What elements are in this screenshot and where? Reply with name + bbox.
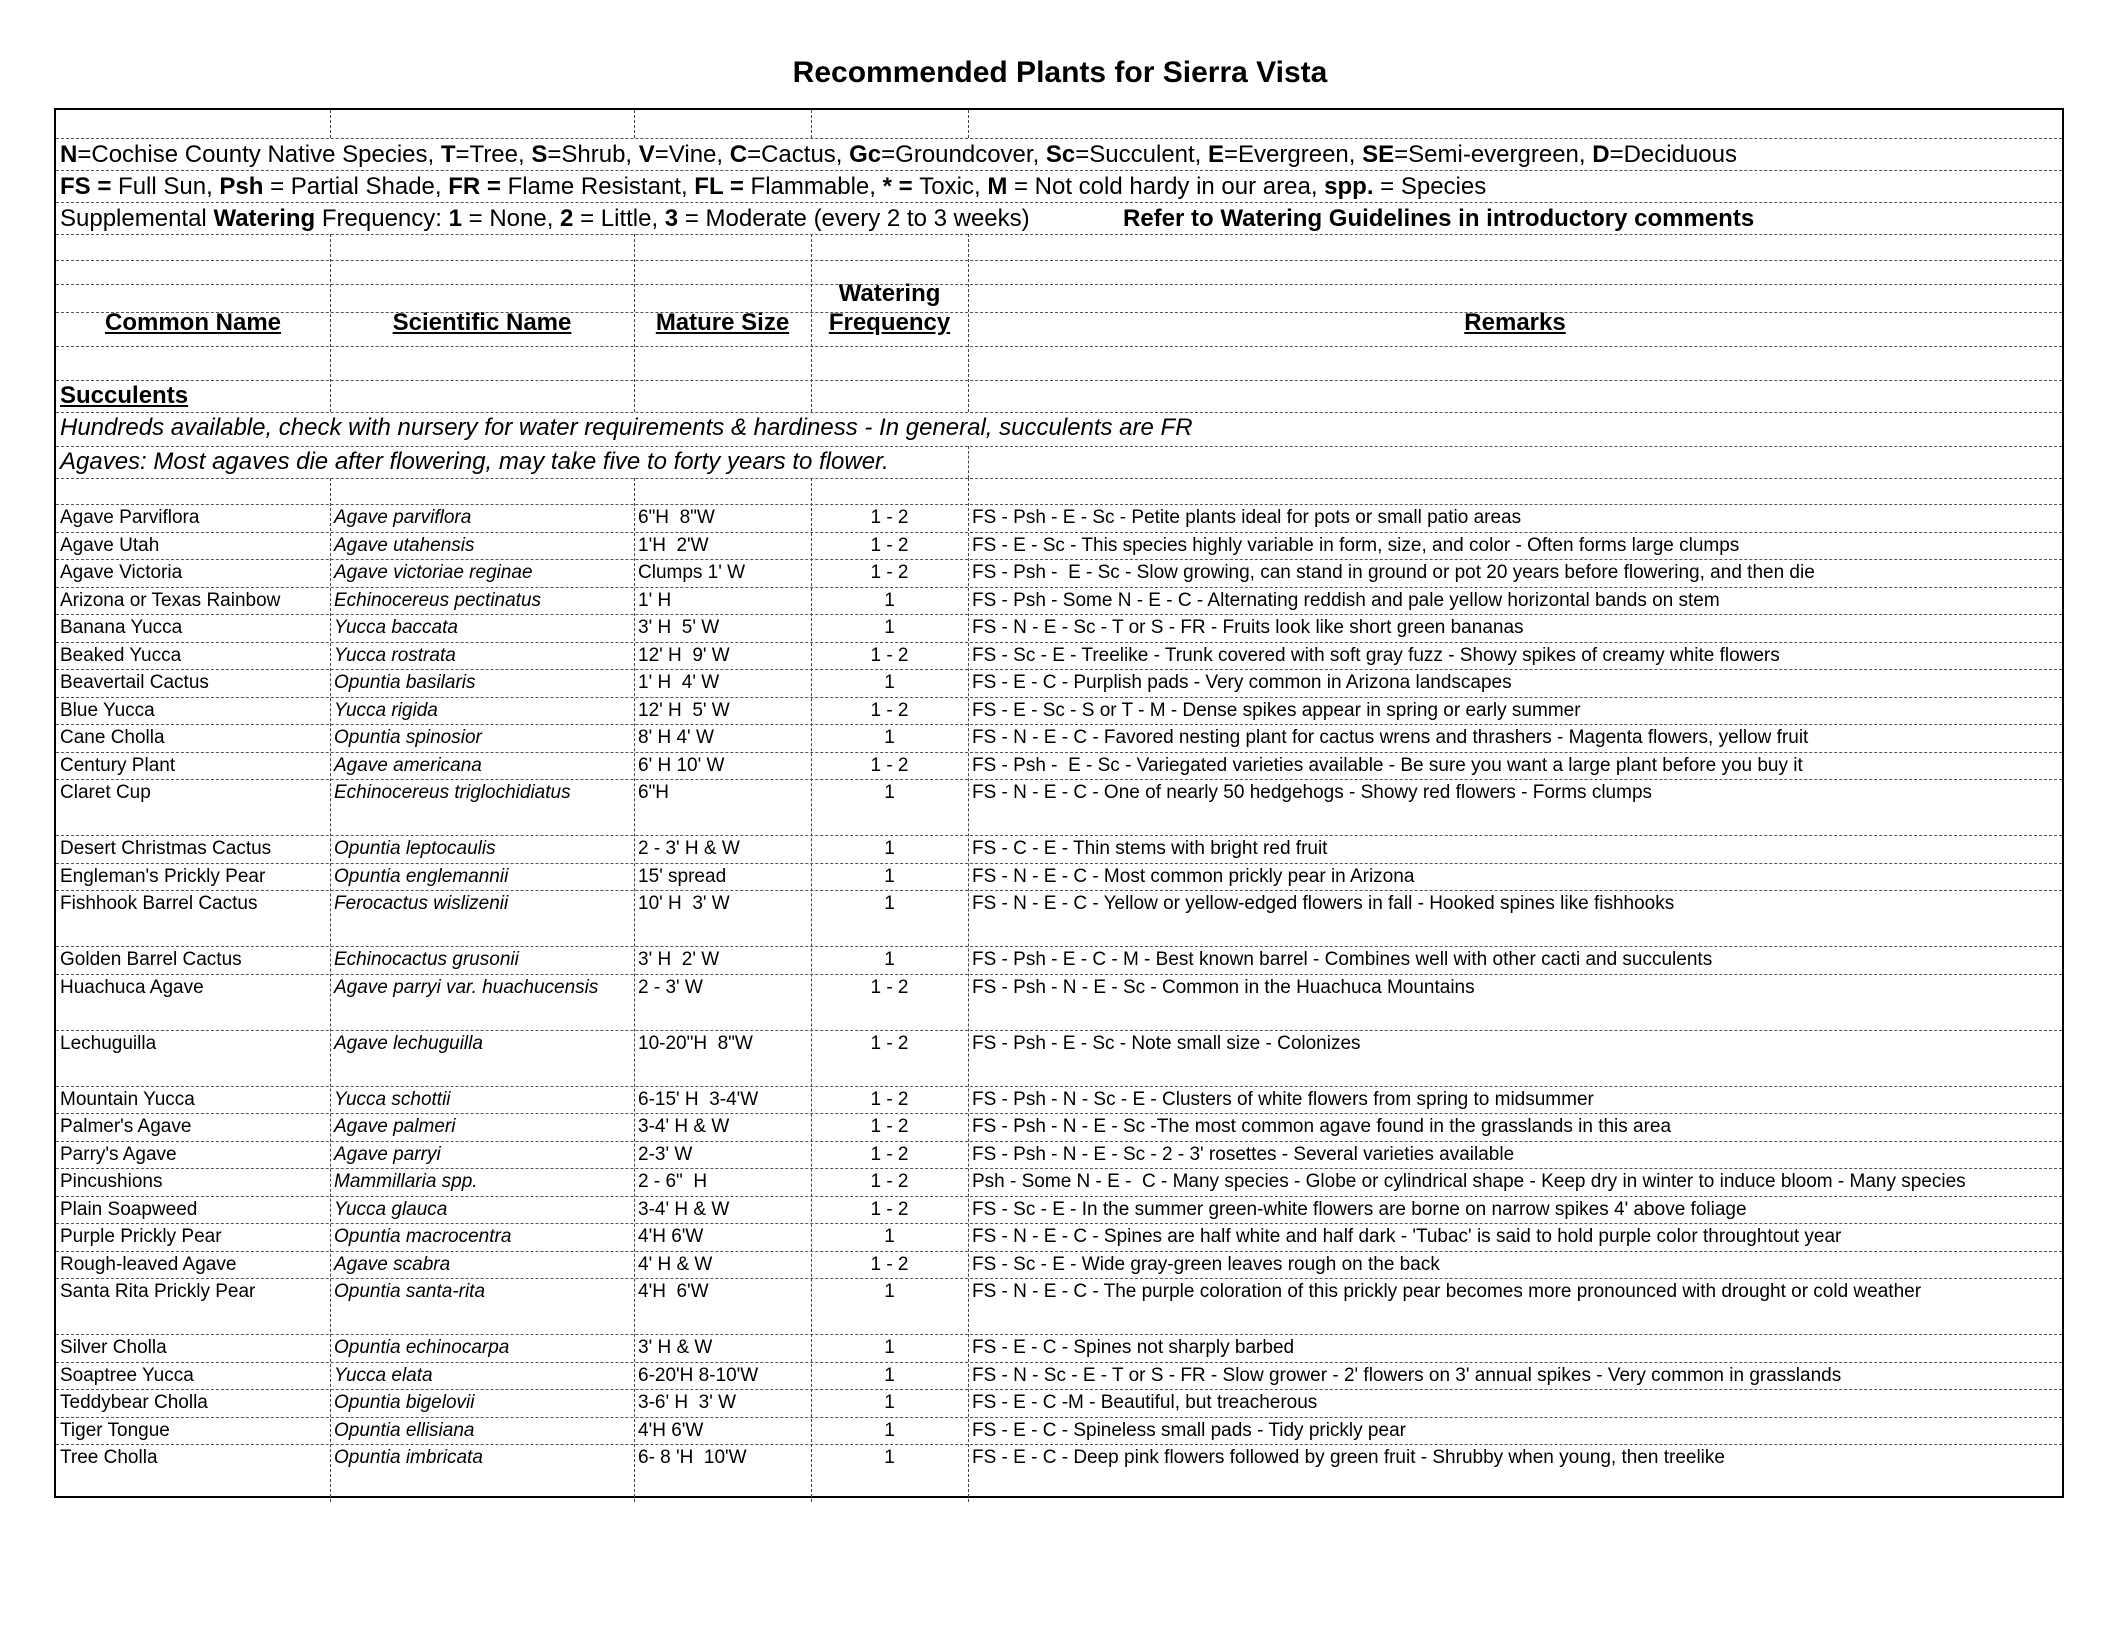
remarks-cell: FS - Psh - Some N - E - C - Alternating reddish and pale yellow horizontal bands on stem [972,589,1720,611]
common-name-cell: Santa Rita Prickly Pear [60,1281,256,1302]
legend-code: spp. [1324,173,1374,200]
row-divider [56,1444,2062,1445]
header-watering-top: Watering [838,280,941,307]
legend-code: Gc [849,141,882,168]
scientific-name-cell: Agave utahensis [334,534,475,556]
row-divider [56,1141,2062,1142]
common-name-cell: Rough-leaved Agave [60,1253,237,1275]
watering-frequency-cell: 1 - 2 [870,1088,909,1110]
column-divider [634,478,635,1502]
remarks-cell: FS - Sc - E - Treelike - Trunk covered with soft gray fuzz - Showy spikes of creamy white flowers [972,644,1780,666]
mature-size-cell: 10-20"H 8"W [638,1032,753,1054]
scientific-name-cell: Yucca baccata [334,617,458,638]
common-name-cell: Fishhook Barrel Cactus [60,893,258,914]
header-watering-frequency: Frequency [828,309,951,336]
scientific-name-cell: Yucca rostrata [334,644,456,666]
scientific-name-cell: Agave parryi [334,1143,441,1165]
remarks-cell: FS - Psh - E - Sc - Petite plants ideal for pots or small patio areas [972,507,1522,528]
legend-code: Psh [219,173,264,200]
watering-frequency-cell: 1 [884,1419,895,1441]
plant-table [54,108,2064,1498]
row-divider [56,752,2062,753]
scientific-name-cell: Echinocereus pectinatus [334,589,542,611]
legend-text: =Deciduous [1609,141,1737,168]
common-name-cell: Agave Utah [60,534,160,556]
common-name-cell: Purple Prickly Pear [60,1226,222,1247]
row-divider [56,532,2062,533]
legend-code: E [1208,141,1225,168]
mature-size-cell: 4'H 6'W [638,1281,709,1302]
section-note-agaves: Agaves: Most agaves die after flowering, may take five to forty years to flower. [60,448,889,475]
header-scientific-name: Scientific Name [392,309,572,336]
scientific-name-cell: Echinocereus triglochidiatus [334,782,571,803]
scientific-name-cell: Yucca glauca [334,1198,448,1220]
mature-size-cell: 6-20'H 8-10'W [638,1364,759,1386]
row-divider [56,779,2062,780]
mature-size-cell: 3' H 5' W [638,617,720,638]
common-name-cell: Silver Cholla [60,1337,167,1358]
watering-frequency-cell: 1 [884,1364,895,1386]
watering-frequency-cell: 1 [884,782,895,803]
remarks-cell: FS - E - C - Purplish pads - Very common in Arizona landscapes [972,672,1512,693]
section-note-hardiness: Hundreds available, check with nursery for water requirements & hardiness - In general, succulents are FR [60,414,1193,441]
watering-frequency-cell: 1 [884,893,895,914]
remarks-cell: FS - N - E - C - Most common prickly pear in Arizona [972,865,1415,887]
common-name-cell: Teddybear Cholla [60,1392,208,1413]
row-divider [56,863,2062,864]
row-divider [56,1168,2062,1169]
row-divider [56,946,2062,947]
row-divider [56,412,2062,413]
common-name-cell: Pincushions [60,1171,163,1192]
remarks-cell: FS - Sc - E - Wide gray-green leaves rough on the back [972,1253,1440,1275]
watering-frequency-cell: 1 [884,865,895,887]
scientific-name-cell: Opuntia leptocaulis [334,838,496,859]
legend-code: SE [1362,141,1395,168]
row-divider [56,669,2062,670]
row-divider [56,587,2062,588]
common-name-cell: Parry's Agave [60,1143,177,1165]
legend-text: = Moderate (every 2 to 3 weeks) [678,205,1030,232]
mature-size-cell: 4'H 6'W [638,1419,704,1441]
row-divider [56,284,2062,285]
watering-frequency-cell: 1 - 2 [870,976,909,998]
legend-text: Flame Resistant, [507,173,695,200]
row-divider [56,1113,2062,1114]
legend-code: N [60,141,78,168]
scientific-name-cell: Opuntia ellisiana [334,1419,475,1441]
column-divider [330,110,331,138]
watering-frequency-cell: 1 [884,1392,895,1413]
watering-frequency-cell: 1 - 2 [870,562,909,583]
row-divider [56,974,2062,975]
column-divider [330,478,331,1502]
row-divider [56,446,2062,447]
row-divider [56,380,2062,381]
legend-code: M [987,173,1008,200]
scientific-name-cell: Agave parviflora [334,507,472,528]
common-name-cell: Tree Cholla [60,1447,158,1468]
remarks-cell: FS - Psh - E - Sc - Note small size - Colonizes [972,1032,1361,1054]
watering-frequency-cell: 1 - 2 [870,754,909,776]
mature-size-cell: 3-4' H & W [638,1116,730,1137]
common-name-cell: Blue Yucca [60,699,155,721]
mature-size-cell: 4'H 6'W [638,1226,704,1247]
legend-code: 3 [664,205,679,232]
mature-size-cell: 1' H [638,589,672,611]
header-common-name: Common Name [104,309,282,336]
legend-text: =Vine, [654,141,730,168]
common-name-cell: Desert Christmas Cactus [60,838,272,859]
row-divider [56,170,2062,171]
row-divider [56,724,2062,725]
remarks-cell: FS - N - E - C - Favored nesting plant for cactus wrens and thrashers - Magenta flowers, yellow fruit [972,727,1809,748]
mature-size-cell: 12' H 9' W [638,644,730,666]
mature-size-cell: 6- 8 'H 10'W [638,1447,747,1468]
common-name-cell: Banana Yucca [60,617,183,638]
remarks-cell: FS - E - Sc - S or T - M - Dense spikes appear in spring or early summer [972,699,1581,721]
section-title: Succulents [60,382,189,409]
scientific-name-cell: Agave americana [334,754,482,776]
remarks-cell: FS - N - Sc - E - T or S - FR - Slow grower - 2' flowers on 3' annual spikes - Very common in grasslands [972,1364,1842,1386]
legend-text: Toxic, [919,173,988,200]
header-mature-size: Mature Size [655,309,790,336]
legend-text: = Partial Shade, [263,173,449,200]
row-divider [56,1196,2062,1197]
common-name-cell: Huachuca Agave [60,976,204,998]
scientific-name-cell: Yucca schottii [334,1088,451,1110]
scientific-name-cell: Opuntia echinocarpa [334,1337,510,1358]
scientific-name-cell: Agave lechuguilla [334,1032,483,1054]
page-title: Recommended Plants for Sierra Vista [792,56,1328,89]
legend-text: =Groundcover, [881,141,1046,168]
remarks-cell: FS - E - C - Deep pink flowers followed by green fruit - Shrubby when young, then treelike [972,1447,1725,1468]
scientific-name-cell: Opuntia imbricata [334,1447,483,1468]
watering-frequency-cell: 1 - 2 [870,1143,909,1165]
mature-size-cell: 3-4' H & W [638,1198,730,1220]
legend-code: Watering [213,205,316,232]
mature-size-cell: 4' H & W [638,1253,713,1275]
watering-frequency-cell: 1 [884,727,895,748]
remarks-cell: FS - Psh - N - Sc - E - Clusters of white flowers from spring to midsummer [972,1088,1594,1110]
legend-text: =Semi-evergreen, [1394,141,1593,168]
legend-text: Supplemental [60,205,214,232]
watering-frequency-cell: 1 [884,1226,895,1247]
mature-size-cell: 2 - 3' H & W [638,838,740,859]
common-name-cell: Tiger Tongue [60,1419,170,1441]
legend-text: =Cochise County Native Species, [77,141,441,168]
legend-text: =Cactus, [747,141,850,168]
row-divider [56,138,2062,139]
remarks-cell: FS - Psh - N - E - Sc -The most common agave found in the grasslands in this area [972,1116,1672,1137]
watering-frequency-cell: 1 - 2 [870,699,909,721]
common-name-cell: Cane Cholla [60,727,165,748]
legend-code: D [1592,141,1610,168]
mature-size-cell: 8' H 4' W [638,727,714,748]
legend-text: Full Sun, [118,173,220,200]
row-divider [56,559,2062,560]
legend-text: = Species [1373,173,1487,200]
watering-frequency-cell: 1 - 2 [870,644,909,666]
remarks-cell: FS - N - E - Sc - T or S - FR - Fruits look like short green bananas [972,617,1524,638]
column-divider [968,110,969,138]
watering-frequency-cell: 1 - 2 [870,534,909,556]
row-divider [56,835,2062,836]
row-divider [56,1334,2062,1335]
watering-frequency-cell: 1 [884,617,895,638]
legend-code: 1 [448,205,462,232]
row-divider [56,234,2062,235]
legend-code: Sc [1045,141,1076,168]
common-name-cell: Beavertail Cactus [60,672,209,693]
row-divider [56,1278,2062,1279]
legend-code: * = [882,173,920,200]
mature-size-cell: 15' spread [638,865,727,887]
legend-code: C [729,141,748,168]
mature-size-cell: Clumps 1' W [638,562,746,583]
mature-size-cell: 10' H 3' W [638,893,730,914]
scientific-name-cell: Echinocactus grusonii [334,949,519,970]
legend-text: Flammable, [750,173,883,200]
legend-code: FL = [694,173,751,200]
scientific-name-cell: Agave scabra [334,1253,451,1275]
common-name-cell: Golden Barrel Cactus [60,949,242,970]
legend-text: =Tree, [455,141,532,168]
scientific-name-cell: Yucca elata [334,1364,433,1386]
row-divider [56,504,2062,505]
legend-code: FR = [448,173,508,200]
watering-frequency-cell: 1 [884,1447,895,1468]
scientific-name-cell: Opuntia santa-rita [334,1281,486,1302]
scientific-name-cell: Opuntia basilaris [334,672,476,693]
watering-frequency-cell: 1 - 2 [870,1171,909,1192]
remarks-cell: FS - Psh - E - Sc - Slow growing, can stand in ground or pot 20 years before flowering, and then die [972,562,1815,583]
remarks-cell: FS - Psh - E - Sc - Variegated varieties available - Be sure you want a large plant before you buy it [972,754,1803,776]
common-name-cell: Lechuguilla [60,1032,157,1054]
mature-size-cell: 12' H 5' W [638,699,730,721]
legend-line-1 [60,141,1737,169]
remarks-cell: FS - Sc - E - In the summer green-white flowers are borne on narrow spikes 4' above foliage [972,1198,1747,1220]
row-divider [56,890,2062,891]
row-divider [56,1251,2062,1252]
column-divider [968,478,969,1502]
scientific-name-cell: Agave victoriae reginae [334,562,533,583]
mature-size-cell: 1'H 2'W [638,534,709,556]
remarks-cell: FS - C - E - Thin stems with bright red fruit [972,838,1328,859]
watering-frequency-cell: 1 - 2 [870,1116,909,1137]
row-divider [56,346,2062,347]
watering-frequency-cell: 1 [884,1337,895,1358]
row-divider [56,1362,2062,1363]
column-divider [634,110,635,138]
remarks-cell: FS - N - E - C - The purple coloration of this prickly pear becomes more pronounced with drought or cold weather [972,1281,1922,1302]
scientific-name-cell: Opuntia englemannii [334,865,509,887]
watering-guidelines-note: Refer to Watering Guidelines in introductory comments [1123,205,1755,232]
legend-text: =Shrub, [547,141,639,168]
column-divider [968,446,969,478]
mature-size-cell: 3-6' H 3' W [638,1392,737,1413]
mature-size-cell: 2 - 6" H [638,1171,708,1192]
mature-size-cell: 6"H [638,782,670,803]
common-name-cell: Palmer's Agave [60,1116,192,1137]
remarks-cell: FS - N - E - C - One of nearly 50 hedgehogs - Showy red flowers - Forms clumps [972,782,1653,803]
remarks-cell: FS - Psh - N - E - Sc - Common in the Huachuca Mountains [972,976,1475,998]
legend-text: = Little, [573,205,665,232]
common-name-cell: Agave Victoria [60,562,183,583]
mature-size-cell: 2 - 3' W [638,976,703,998]
watering-frequency-cell: 1 [884,589,895,611]
remarks-cell: FS - E - C - Spines not sharply barbed [972,1337,1295,1358]
scientific-name-cell: Ferocactus wislizenii [334,893,509,914]
mature-size-cell: 6' H 10' W [638,754,725,776]
watering-frequency-cell: 1 - 2 [870,1032,909,1054]
row-divider [56,202,2062,203]
watering-frequency-cell: 1 [884,949,895,970]
legend-text: = None, [461,205,561,232]
common-name-cell: Mountain Yucca [60,1088,195,1110]
watering-frequency-cell: 1 [884,838,895,859]
row-divider [56,478,2062,479]
scientific-name-cell: Opuntia macrocentra [334,1226,512,1247]
mature-size-cell: 2-3' W [638,1143,693,1165]
mature-size-cell: 1' H 4' W [638,672,720,693]
legend-line-3 [60,205,1030,233]
watering-frequency-cell: 1 - 2 [870,1198,909,1220]
scientific-name-cell: Agave parryi var. huachucensis [334,976,599,998]
remarks-cell: FS - N - E - C - Yellow or yellow-edged flowers in fall - Hooked spines like fishhooks [972,893,1675,914]
row-divider [56,1389,2062,1390]
watering-frequency-cell: 1 [884,1281,895,1302]
legend-text: = Not cold hardy in our area, [1007,173,1325,200]
row-divider [56,1223,2062,1224]
column-divider [811,110,812,138]
legend-line-2 [60,173,1486,201]
mature-size-cell: 3' H & W [638,1337,713,1358]
common-name-cell: Arizona or Texas Rainbow [60,589,281,611]
legend-text: =Succulent, [1075,141,1209,168]
legend-code: FS = [60,173,119,200]
scientific-name-cell: Opuntia spinosior [334,727,482,748]
mature-size-cell: 6-15' H 3-4'W [638,1088,759,1110]
scientific-name-cell: Yucca rigida [334,699,438,721]
row-divider [56,697,2062,698]
remarks-cell: FS - E - C -M - Beautiful, but treacherous [972,1392,1318,1413]
header-remarks: Remarks [1464,309,1566,336]
row-divider [56,260,2062,261]
remarks-cell: FS - Psh - E - C - M - Best known barrel - Combines well with other cacti and succulents [972,949,1713,970]
remarks-cell: FS - Psh - N - E - Sc - 2 - 3' rosettes - Several varieties available [972,1143,1515,1165]
scientific-name-cell: Mammillaria spp. [334,1171,478,1192]
row-divider [56,1417,2062,1418]
common-name-cell: Century Plant [60,754,176,776]
common-name-cell: Agave Parviflora [60,507,200,528]
row-divider [56,614,2062,615]
remarks-cell: FS - N - E - C - Spines are half white and half dark - 'Tubac' is said to hold purple color throughtout year [972,1226,1842,1247]
common-name-cell: Soaptree Yucca [60,1364,194,1386]
remarks-cell: Psh - Some N - E - C - Many species - Globe or cylindrical shape - Keep dry in winter to induce bloom - Many species [972,1171,1966,1192]
common-name-cell: Engleman's Prickly Pear [60,865,266,887]
remarks-cell: FS - E - Sc - This species highly variable in form, size, and color - Often forms large clumps [972,534,1740,556]
row-divider [56,1030,2062,1031]
remarks-cell: FS - E - C - Spineless small pads - Tidy prickly pear [972,1419,1406,1441]
watering-frequency-cell: 1 - 2 [870,507,909,528]
row-divider [56,642,2062,643]
common-name-cell: Beaked Yucca [60,644,182,666]
watering-frequency-cell: 1 - 2 [870,1253,909,1275]
mature-size-cell: 3' H 2' W [638,949,720,970]
legend-text: =Evergreen, [1224,141,1363,168]
legend-code: S [531,141,548,168]
common-name-cell: Claret Cup [60,782,151,803]
row-divider [56,1086,2062,1087]
common-name-cell: Plain Soapweed [60,1198,198,1220]
watering-frequency-cell: 1 [884,672,895,693]
legend-text: Frequency: [315,205,449,232]
legend-code: V [638,141,655,168]
legend-code: T [440,141,456,168]
scientific-name-cell: Agave palmeri [334,1116,456,1137]
legend-code: 2 [560,205,574,232]
scientific-name-cell: Opuntia bigelovii [334,1392,475,1413]
mature-size-cell: 6"H 8"W [638,507,715,528]
